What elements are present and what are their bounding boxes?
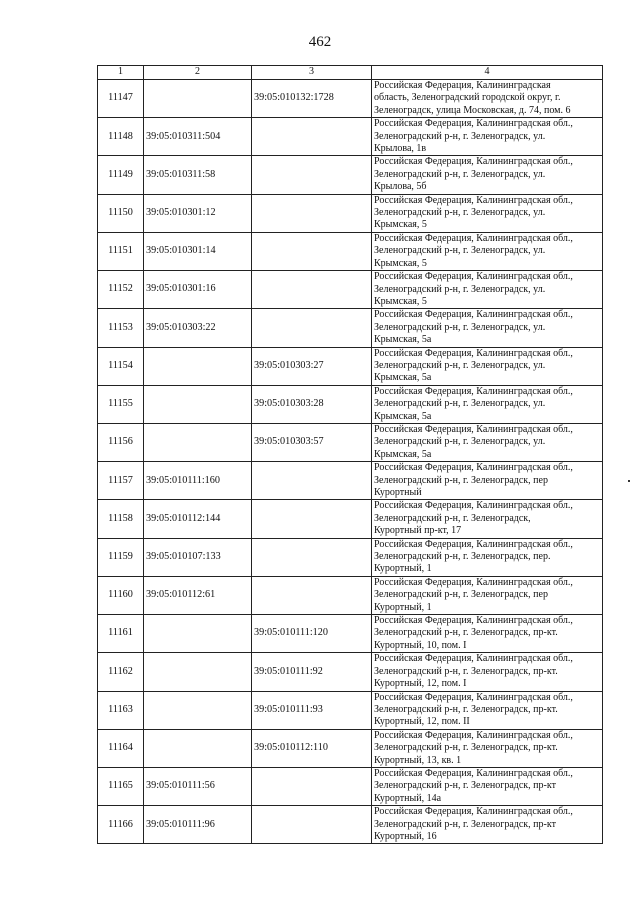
cell-cad-land (144, 385, 252, 423)
table-row (98, 767, 603, 805)
cell-num: 11158 (98, 500, 144, 538)
cell-address: Российская Федерация, Калининградская обл., Зеленоградский р-н, г. Зеленоградск, пр-кт Курортный, 16 (372, 806, 603, 844)
cell-address: Российская Федерация, Калининградская область, Зеленоградский городской округ, г. Зеленоградск, улица Московская, д. 74, пом. 6 (372, 80, 603, 118)
cell-cad-obj: 39:05:010111:92 (252, 653, 372, 691)
table-row (98, 538, 603, 576)
cell-cad-obj (252, 194, 372, 232)
cell-cad-land: 39:05:010311:58 (144, 156, 252, 194)
cell-cad-obj (252, 462, 372, 500)
table-row (98, 232, 603, 270)
cell-address: Российская Федерация, Калининградская обл., Зеленоградский р-н, г. Зеленоградск, ул. Крымская, 5 (372, 194, 603, 232)
cell-cad-obj (252, 500, 372, 538)
cell-cad-land (144, 423, 252, 461)
table-row (98, 653, 603, 691)
cell-cad-obj: 39:05:010111:93 (252, 691, 372, 729)
table-row (98, 500, 603, 538)
cell-num: 11160 (98, 576, 144, 614)
table-header-row (98, 66, 603, 80)
cell-num: 11166 (98, 806, 144, 844)
cell-cad-obj: 39:05:010303:27 (252, 347, 372, 385)
cell-address: Российская Федерация, Калининградская обл., Зеленоградский р-н, г. Зеленоградск, пр-кт. Курортный, 12, пом. II (372, 691, 603, 729)
cell-address: Российская Федерация, Калининградская обл., Зеленоградский р-н, г. Зеленоградск, ул. Крымская, 5 (372, 232, 603, 270)
registry-table (97, 65, 603, 844)
cell-cad-land (144, 729, 252, 767)
cell-cad-land: 39:05:010112:144 (144, 500, 252, 538)
cell-cad-obj (252, 767, 372, 805)
cell-address: Российская Федерация, Калининградская обл., Зеленоградский р-н, г. Зеленоградск, ул. Крылова, 1в (372, 118, 603, 156)
cell-num: 11156 (98, 423, 144, 461)
cell-cad-obj (252, 232, 372, 270)
cell-num: 11152 (98, 271, 144, 309)
table-row (98, 615, 603, 653)
scan-artifact (628, 480, 630, 482)
cell-num: 11154 (98, 347, 144, 385)
cell-cad-land: 39:05:010111:160 (144, 462, 252, 500)
cell-cad-obj (252, 271, 372, 309)
cell-address: Российская Федерация, Калининградская обл., Зеленоградский р-н, г. Зеленоградск, пр-кт Курортный, 14а (372, 767, 603, 805)
cell-num: 11149 (98, 156, 144, 194)
cell-cad-land (144, 80, 252, 118)
table-row (98, 271, 603, 309)
cell-num: 11153 (98, 309, 144, 347)
cell-cad-land: 39:05:010303:22 (144, 309, 252, 347)
cell-address: Российская Федерация, Калининградская обл., Зеленоградский р-н, г. Зеленоградск, пер Курортный, 1 (372, 576, 603, 614)
table-row (98, 576, 603, 614)
table-row (98, 691, 603, 729)
table-row (98, 118, 603, 156)
cell-cad-obj: 39:05:010303:28 (252, 385, 372, 423)
cell-address: Российская Федерация, Калининградская обл., Зеленоградский р-н, г. Зеленоградск, пр-кт. Курортный, 12, пом. I (372, 653, 603, 691)
cell-cad-obj (252, 806, 372, 844)
cell-num: 11165 (98, 767, 144, 805)
cell-cad-land: 39:05:010301:12 (144, 194, 252, 232)
cell-num: 11162 (98, 653, 144, 691)
cell-address: Российская Федерация, Калининградская обл., Зеленоградский р-н, г. Зеленоградск, ул. Крымская, 5а (372, 347, 603, 385)
cell-address: Российская Федерация, Калининградская обл., Зеленоградский р-н, г. Зеленоградск, ул. Крымская, 5а (372, 385, 603, 423)
cell-cad-obj (252, 538, 372, 576)
cell-num: 11157 (98, 462, 144, 500)
cell-cad-land: 39:05:010111:56 (144, 767, 252, 805)
cell-num: 11163 (98, 691, 144, 729)
cell-cad-land: 39:05:010112:61 (144, 576, 252, 614)
table-row (98, 347, 603, 385)
cell-cad-land (144, 615, 252, 653)
cell-cad-obj: 39:05:010111:120 (252, 615, 372, 653)
cell-cad-land: 39:05:010301:14 (144, 232, 252, 270)
cell-address: Российская Федерация, Калининградская обл., Зеленоградский р-н, г. Зеленоградск, Курортный пр-кт, 17 (372, 500, 603, 538)
cell-num: 11164 (98, 729, 144, 767)
table-row (98, 156, 603, 194)
cell-cad-obj: 39:05:010132:1728 (252, 80, 372, 118)
table-row (98, 729, 603, 767)
table-row (98, 385, 603, 423)
cell-cad-obj (252, 576, 372, 614)
table-row (98, 462, 603, 500)
cell-address: Российская Федерация, Калининградская обл., Зеленоградский р-н, г. Зеленоградск, пер Курортный (372, 462, 603, 500)
cell-cad-land: 39:05:010311:504 (144, 118, 252, 156)
cell-cad-land (144, 653, 252, 691)
page-number: 462 (308, 34, 332, 50)
table-row (98, 80, 603, 118)
table-row (98, 309, 603, 347)
cell-cad-obj: 39:05:010112:110 (252, 729, 372, 767)
cell-num: 11159 (98, 538, 144, 576)
cell-num: 11151 (98, 232, 144, 270)
cell-cad-obj (252, 309, 372, 347)
column-header: 1 (98, 66, 144, 80)
cell-address: Российская Федерация, Калининградская обл., Зеленоградский р-н, г. Зеленоградск, пр-кт. Курортный, 10, пом. I (372, 615, 603, 653)
cell-cad-obj: 39:05:010303:57 (252, 423, 372, 461)
cell-cad-land (144, 691, 252, 729)
cell-cad-land: 39:05:010111:96 (144, 806, 252, 844)
table-row (98, 194, 603, 232)
cell-num: 11150 (98, 194, 144, 232)
cell-cad-land: 39:05:010301:16 (144, 271, 252, 309)
column-header: 4 (372, 66, 603, 80)
cell-num: 11155 (98, 385, 144, 423)
cell-address: Российская Федерация, Калининградская обл., Зеленоградский р-н, г. Зеленоградск, ул. Крымская, 5а (372, 423, 603, 461)
cell-num: 11161 (98, 615, 144, 653)
table-body (98, 80, 603, 844)
column-header: 2 (144, 66, 252, 80)
column-header: 3 (252, 66, 372, 80)
cell-num: 11148 (98, 118, 144, 156)
cell-cad-obj (252, 156, 372, 194)
cell-address: Российская Федерация, Калининградская обл., Зеленоградский р-н, г. Зеленоградск, ул. Крылова, 5б (372, 156, 603, 194)
cell-num: 11147 (98, 80, 144, 118)
cell-address: Российская Федерация, Калининградская обл., Зеленоградский р-н, г. Зеленоградск, пер. Курортный, 1 (372, 538, 603, 576)
cell-address: Российская Федерация, Калининградская обл., Зеленоградский р-н, г. Зеленоградск, ул. Крымская, 5а (372, 309, 603, 347)
table-row (98, 806, 603, 844)
cell-cad-land (144, 347, 252, 385)
cell-address: Российская Федерация, Калининградская обл., Зеленоградский р-н, г. Зеленоградск, ул. Крымская, 5 (372, 271, 603, 309)
cell-cad-land: 39:05:010107:133 (144, 538, 252, 576)
cell-address: Российская Федерация, Калининградская обл., Зеленоградский р-н, г. Зеленоградск, пр-кт. Курортный, 13, кв. 1 (372, 729, 603, 767)
cell-cad-obj (252, 118, 372, 156)
table-row (98, 423, 603, 461)
